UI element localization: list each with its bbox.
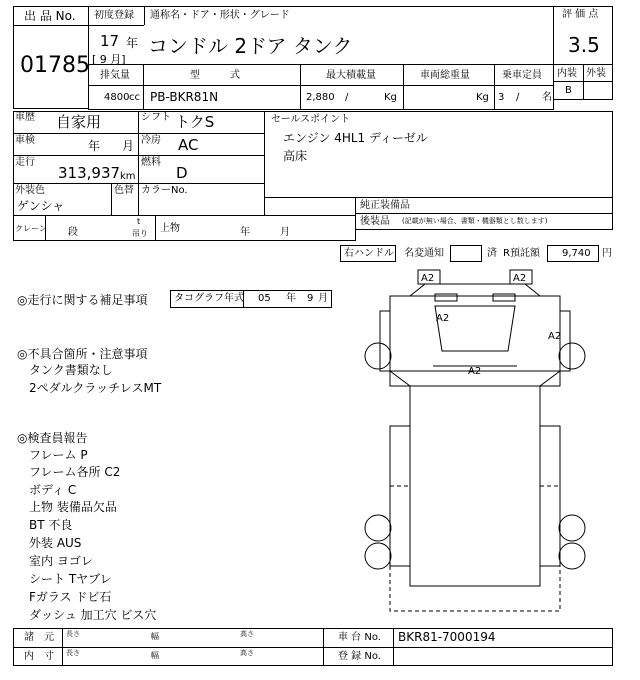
- lot-no-label: 出 品 No.: [24, 9, 76, 23]
- history-value: 自家用: [56, 113, 102, 131]
- tachograph-label: タコグラフ年式: [174, 293, 244, 304]
- inspector-title: ◎検査員報告: [17, 431, 88, 445]
- inspector-item: フレーム P: [29, 448, 88, 462]
- car-name-label: 通称名・ドア・形状・グレード: [150, 10, 290, 21]
- damage-mark: A2: [468, 366, 482, 377]
- length-label: 長さ: [66, 630, 80, 638]
- month-bracket: [ 9 月]: [92, 53, 126, 66]
- recycle-done-label: 済: [487, 248, 497, 259]
- displacement-unit: cc: [129, 92, 140, 103]
- inspector-item: 外装 AUS: [29, 536, 82, 550]
- standard-equipment-label: 純正装備品: [360, 200, 410, 211]
- recycle-unit: 円: [602, 248, 612, 259]
- car-name: コンドル 2ドア タンク: [148, 34, 353, 58]
- interior-label: 内装: [557, 68, 577, 79]
- body-month: 月: [280, 227, 290, 238]
- inspector-item: ボディ C: [29, 483, 77, 497]
- color-value: ゲンシャ: [17, 199, 65, 213]
- fuel-value: D: [176, 164, 188, 182]
- inspection-month: 月: [122, 139, 135, 153]
- score-label: 評 価 点: [562, 9, 599, 20]
- capacity-value: 3: [498, 92, 505, 103]
- body-year: 年: [240, 227, 250, 238]
- model-value: PB-BKR81N: [150, 90, 219, 104]
- color-label: 外装色: [15, 185, 45, 196]
- recycle-amount: 9,740: [562, 248, 591, 259]
- tachograph-month-unit: 月: [318, 293, 328, 304]
- history-label: 車歴: [15, 112, 35, 123]
- mileage-label: 走行: [15, 157, 35, 168]
- shift-value: トクS: [175, 113, 215, 131]
- max-load-slash: /: [345, 92, 349, 103]
- sales-point-line2: 高床: [283, 149, 308, 163]
- damage-mark: A2: [548, 331, 562, 342]
- gvw-label: 車両総重量: [420, 70, 470, 81]
- model-label: 型 式: [190, 70, 240, 81]
- inspector-item: 室内 ヨゴレ: [29, 554, 93, 568]
- tachograph-month: 9: [307, 293, 314, 304]
- first-reg-year: 17: [100, 32, 120, 50]
- spec-row-label: 諸 元: [24, 632, 54, 643]
- fuel-label: 燃料: [141, 157, 161, 168]
- max-load-unit: Kg: [384, 92, 397, 103]
- inspector-item: 上物 装備品欠品: [29, 500, 117, 514]
- tachograph-year-unit: 年: [286, 293, 296, 304]
- reg-no-label: 登 録 No.: [338, 651, 381, 662]
- first-reg-month: 9: [99, 53, 107, 66]
- displacement-value: 4800: [104, 92, 130, 103]
- interior-grade: B: [565, 85, 572, 96]
- sales-point-label: セールスポイント: [271, 114, 351, 125]
- ac-label: 冷房: [141, 135, 161, 146]
- crane-tsuri: 吊り: [132, 229, 148, 238]
- width-label: 幅: [151, 632, 159, 641]
- crane-row: [13, 215, 356, 241]
- height-label: 高さ: [240, 649, 254, 657]
- defect-item: 2ペダルクラッチレスMT: [29, 381, 162, 395]
- inspector-item: シート Tヤブレ: [29, 572, 112, 586]
- chassis-no-label: 車 台 No.: [338, 632, 381, 643]
- rhd-label: 右ハンドル: [344, 248, 394, 259]
- sales-point-line1: エンジン 4HL1 ディーゼル: [283, 131, 428, 145]
- inspector-item: フレーム各所 C2: [29, 465, 121, 479]
- crane-dan: 段: [68, 227, 78, 238]
- truck-diagram: [350, 266, 600, 626]
- recycle-deposit-label: R預託額: [503, 248, 540, 259]
- inspection-label: 車検: [15, 135, 35, 146]
- damage-mark: A2: [436, 313, 450, 324]
- name-change-box: [450, 245, 482, 262]
- damage-mark: A2: [513, 273, 527, 284]
- defects-title: ◎不具合箇所・注意事項: [17, 347, 148, 361]
- driving-remarks-title: ◎走行に関する補足事項: [17, 293, 148, 307]
- height-label: 高さ: [240, 630, 254, 638]
- color-no-label: カラーNo.: [141, 185, 188, 196]
- shift-label: シフト: [141, 112, 171, 123]
- max-load-label: 最大積載量: [326, 70, 376, 81]
- crane-t: t: [137, 217, 141, 226]
- max-load-value: 2,880: [306, 92, 335, 103]
- inspector-item: ダッシュ 加工穴 ビス穴: [29, 608, 157, 622]
- first-reg-label: 初度登録: [94, 10, 134, 21]
- capacity-slash: /: [516, 92, 520, 103]
- capacity-label: 乗車定員: [502, 70, 542, 81]
- ac-value: AC: [178, 136, 199, 154]
- inspector-item: Fガラス ドビ石: [29, 590, 112, 604]
- length-label: 長さ: [66, 649, 80, 657]
- color-change-label: 色替: [114, 185, 134, 196]
- mileage-unit: km: [120, 171, 136, 182]
- defect-item: タンク書類なし: [29, 363, 113, 377]
- width-label: 幅: [151, 651, 159, 660]
- name-change-label: 名変通知: [404, 248, 444, 259]
- body-label: 上物: [160, 223, 180, 234]
- year-unit: 年: [126, 36, 139, 50]
- displacement-label: 排気量: [100, 70, 130, 81]
- tachograph-year: 05: [258, 293, 271, 304]
- inner-dims-label: 内 寸: [24, 651, 54, 662]
- score-value: 3.5: [568, 33, 600, 57]
- lot-number: 01785: [20, 53, 90, 78]
- gvw-unit: Kg: [476, 92, 489, 103]
- inspection-year: 年: [88, 139, 101, 153]
- inspector-item: BT 不良: [29, 518, 73, 532]
- crane-label: クレーン: [15, 224, 47, 233]
- exterior-label: 外装: [586, 68, 606, 79]
- aftermarket-label: 後装品: [360, 216, 390, 227]
- aftermarket-note: (記載が無い場合、書類・機器類とし数します): [402, 217, 548, 225]
- damage-mark: A2: [421, 273, 435, 284]
- mileage-value: 313,937: [58, 164, 121, 182]
- chassis-no-value: BKR81-7000194: [398, 630, 496, 644]
- capacity-unit: 名: [542, 92, 552, 103]
